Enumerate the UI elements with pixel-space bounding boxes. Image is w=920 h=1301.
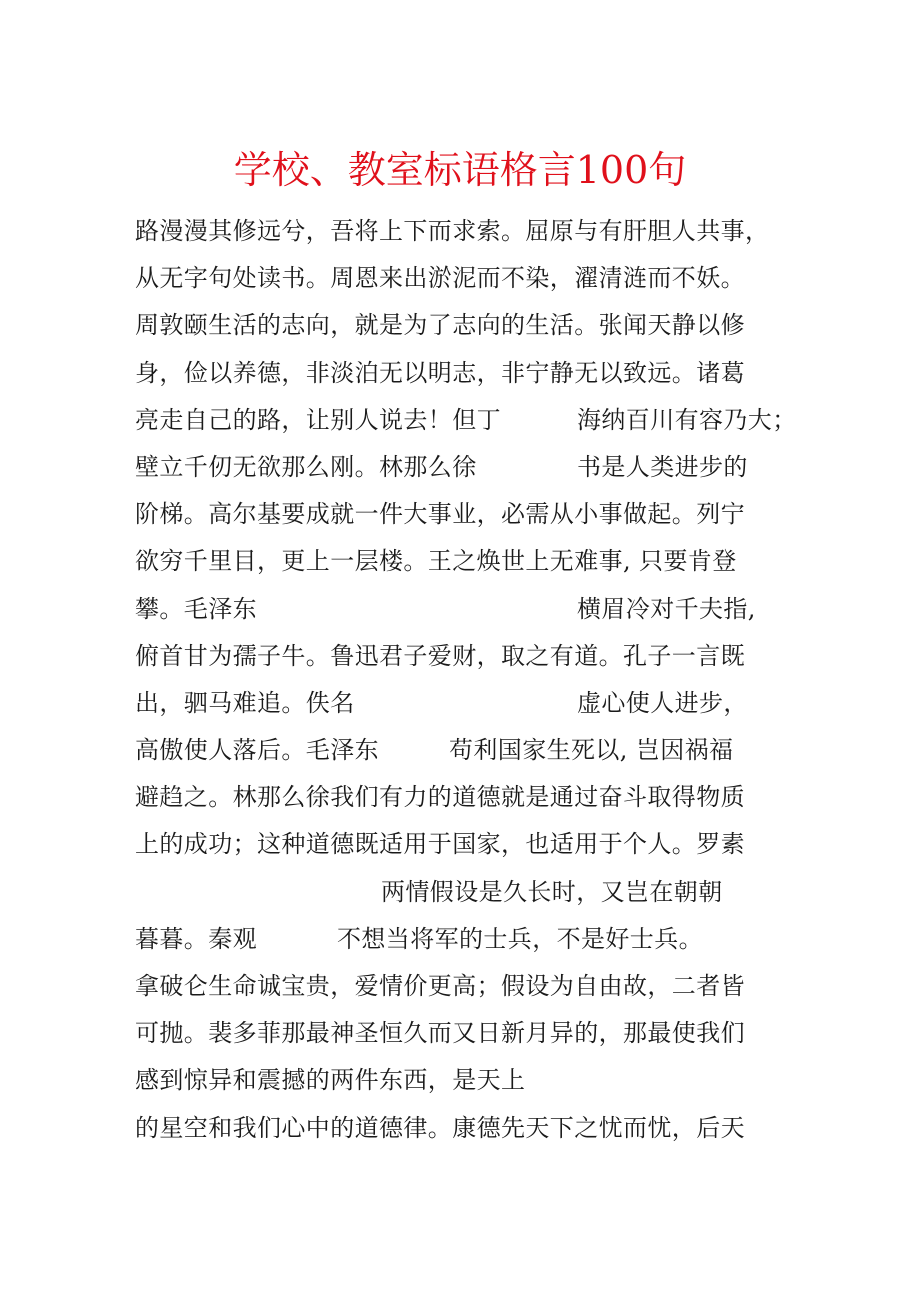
text-segment: 的星空和我们心中的道德律。康德先天下之忧而忧，后天 [135,1113,745,1142]
text-segment: 书是人类进步的 [577,452,748,481]
text-segment: 攀。毛泽东 [135,594,257,623]
document-title: 学校、教室标语格言100句 [233,148,687,192]
text-segment: 苟利国家生死以, 岂因祸福 [449,736,734,765]
text-segment: 可抛。裴多菲那最神圣恒久而又日新月异的，那最使我们 [135,1019,745,1048]
text-segment: 感到惊异和震撼的两件东西，是天上 [135,1066,526,1095]
text-line [135,1057,815,1104]
text-line [135,633,815,680]
text-segment: 周敦颐生活的志向，就是为了志向的生活。张闻天静以修 [135,311,745,340]
text-segment: 俯首甘为孺子牛。鲁迅君子爱财，取之有道。孔子一言既 [135,641,745,670]
text-segment: 欲穷千里目，更上一层楼。王之焕世上无难事, 只要肯登 [135,547,737,576]
text-line [135,680,815,727]
text-line [135,538,815,585]
text-line [135,727,815,774]
text-segment: 壁立千仞无欲那么刚。林那么徐 [135,452,477,481]
text-segment: 不想当将军的士兵，不是好士兵。 [337,924,703,953]
text-line [135,586,815,633]
text-segment: 阶梯。高尔基要成就一件大事业，必需从小事做起。列宁 [135,500,745,529]
text-line [135,350,815,397]
text-segment: 横眉冷对千夫指, [577,594,756,623]
text-segment: 出，驷马难追。佚名 [135,688,355,717]
text-line [135,1105,815,1152]
text-line [135,255,815,302]
text-segment: 高傲使人落后。毛泽东 [135,736,379,765]
text-line [135,444,815,491]
text-segment: 虚心使人进步， [577,688,748,717]
document-body [135,208,815,1152]
text-line [135,869,815,916]
text-segment: 亮走自己的路，让别人说去！但丁 [135,405,501,434]
text-line [135,963,815,1010]
text-segment: 从无字句处读书。周恩来出淤泥而不染，濯清涟而不妖。 [135,264,745,293]
text-segment: 身，俭以养德，非淡泊无以明志，非宁静无以致远。诸葛 [135,358,745,387]
text-line [135,302,815,349]
text-line [135,1010,815,1057]
text-segment: 海纳百川有容乃大； [577,405,797,434]
text-segment: 拿破仑生命诚宝贵，爱情价更高；假设为自由故，二者皆 [135,972,745,1000]
text-line [135,208,815,255]
text-line [135,397,815,444]
text-segment: 上的成功；这种道德既适用于国家，也适用于个人。罗素 [135,830,745,859]
text-segment: 两情假设是久长时，又岂在朝朝 [381,877,723,906]
text-line [135,491,815,538]
text-segment: 避趋之。林那么徐我们有力的道德就是通过奋斗取得物质 [135,783,745,812]
text-segment: 暮暮。秦观 [135,924,257,953]
text-line [135,916,815,963]
text-line [135,821,815,868]
text-line [135,774,815,821]
text-segment: 路漫漫其修远兮，吾将上下而求索。屈原与有肝胆人共事， [135,217,770,245]
